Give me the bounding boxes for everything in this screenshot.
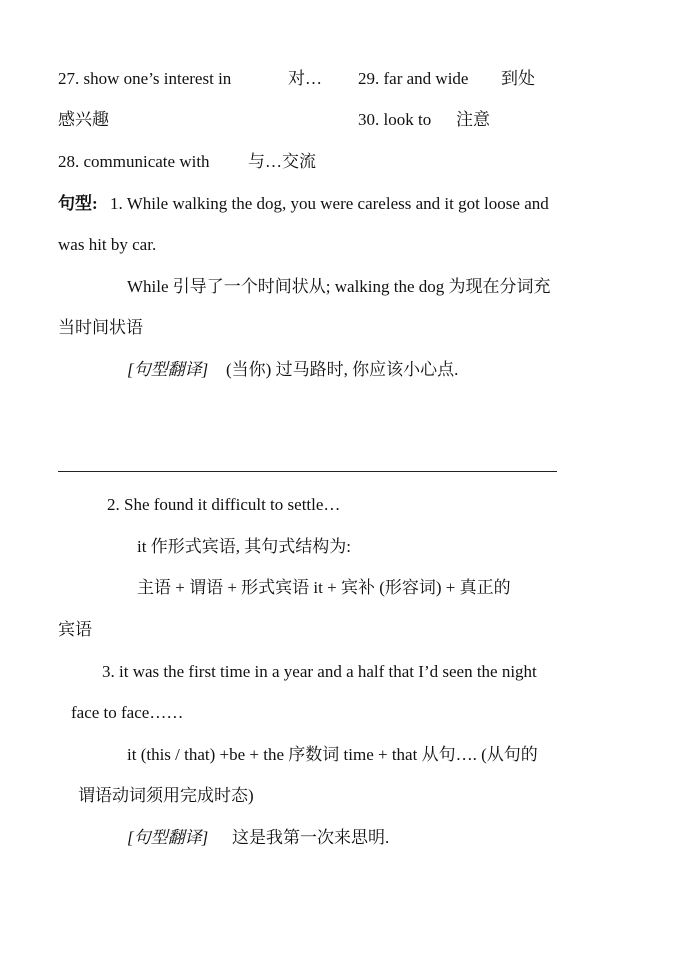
pattern-3-note-cont: 谓语动词须用完成时态) bbox=[78, 786, 254, 805]
pattern-2-sentence: 2. She found it difficult to settle… bbox=[107, 495, 341, 514]
vocab-item-27-en: 27. show one’s interest in bbox=[58, 69, 232, 88]
pattern-1-translation: (当你) 过马路时, 你应该小心点. bbox=[226, 360, 459, 379]
vocab-item-27-zh-cont: 感兴趣 bbox=[58, 110, 109, 129]
pattern-1-sentence: 1. While walking the dog, you were careless and it got loose and bbox=[110, 194, 549, 213]
pattern-3-translation: 这是我第一次来思明. bbox=[232, 828, 390, 847]
vocab-item-28-en: 28. communicate with bbox=[58, 152, 210, 171]
patterns-heading: 句型: bbox=[58, 194, 98, 213]
translate-tag: [句型翻译] bbox=[127, 828, 209, 847]
pattern-1-note-cont: 当时间状语 bbox=[58, 318, 143, 337]
translate-tag: [句型翻译] bbox=[127, 360, 209, 379]
pattern-2-structure-cont: 宾语 bbox=[58, 620, 92, 639]
pattern-3-sentence-cont: face to face…… bbox=[71, 703, 184, 722]
vocab-item-29-zh: 到处 bbox=[501, 69, 535, 88]
vocab-item-30-en: 30. look to bbox=[358, 110, 432, 129]
pattern-1-note: While 引导了一个时间状从; walking the dog 为现在分词充 bbox=[127, 277, 551, 296]
answer-line bbox=[58, 471, 557, 472]
pattern-2-structure: 主语 + 谓语 + 形式宾语 it + 宾补 (形容词) + 真正的 bbox=[137, 578, 511, 597]
vocab-item-27-zh: 对… bbox=[288, 69, 322, 88]
pattern-1-sentence-cont: was hit by car. bbox=[58, 235, 157, 254]
vocab-item-30-zh: 注意 bbox=[456, 110, 490, 129]
pattern-2-note: it 作形式宾语, 其句式结构为: bbox=[137, 537, 351, 556]
vocab-item-28-zh: 与…交流 bbox=[248, 152, 316, 171]
pattern-3-note: it (this / that) +be + the 序数词 time + that 从句…. (从句的 bbox=[127, 745, 538, 764]
vocab-item-29-en: 29. far and wide bbox=[358, 69, 469, 88]
pattern-3-sentence: 3. it was the first time in a year and a half that I’d seen the night bbox=[102, 662, 537, 681]
